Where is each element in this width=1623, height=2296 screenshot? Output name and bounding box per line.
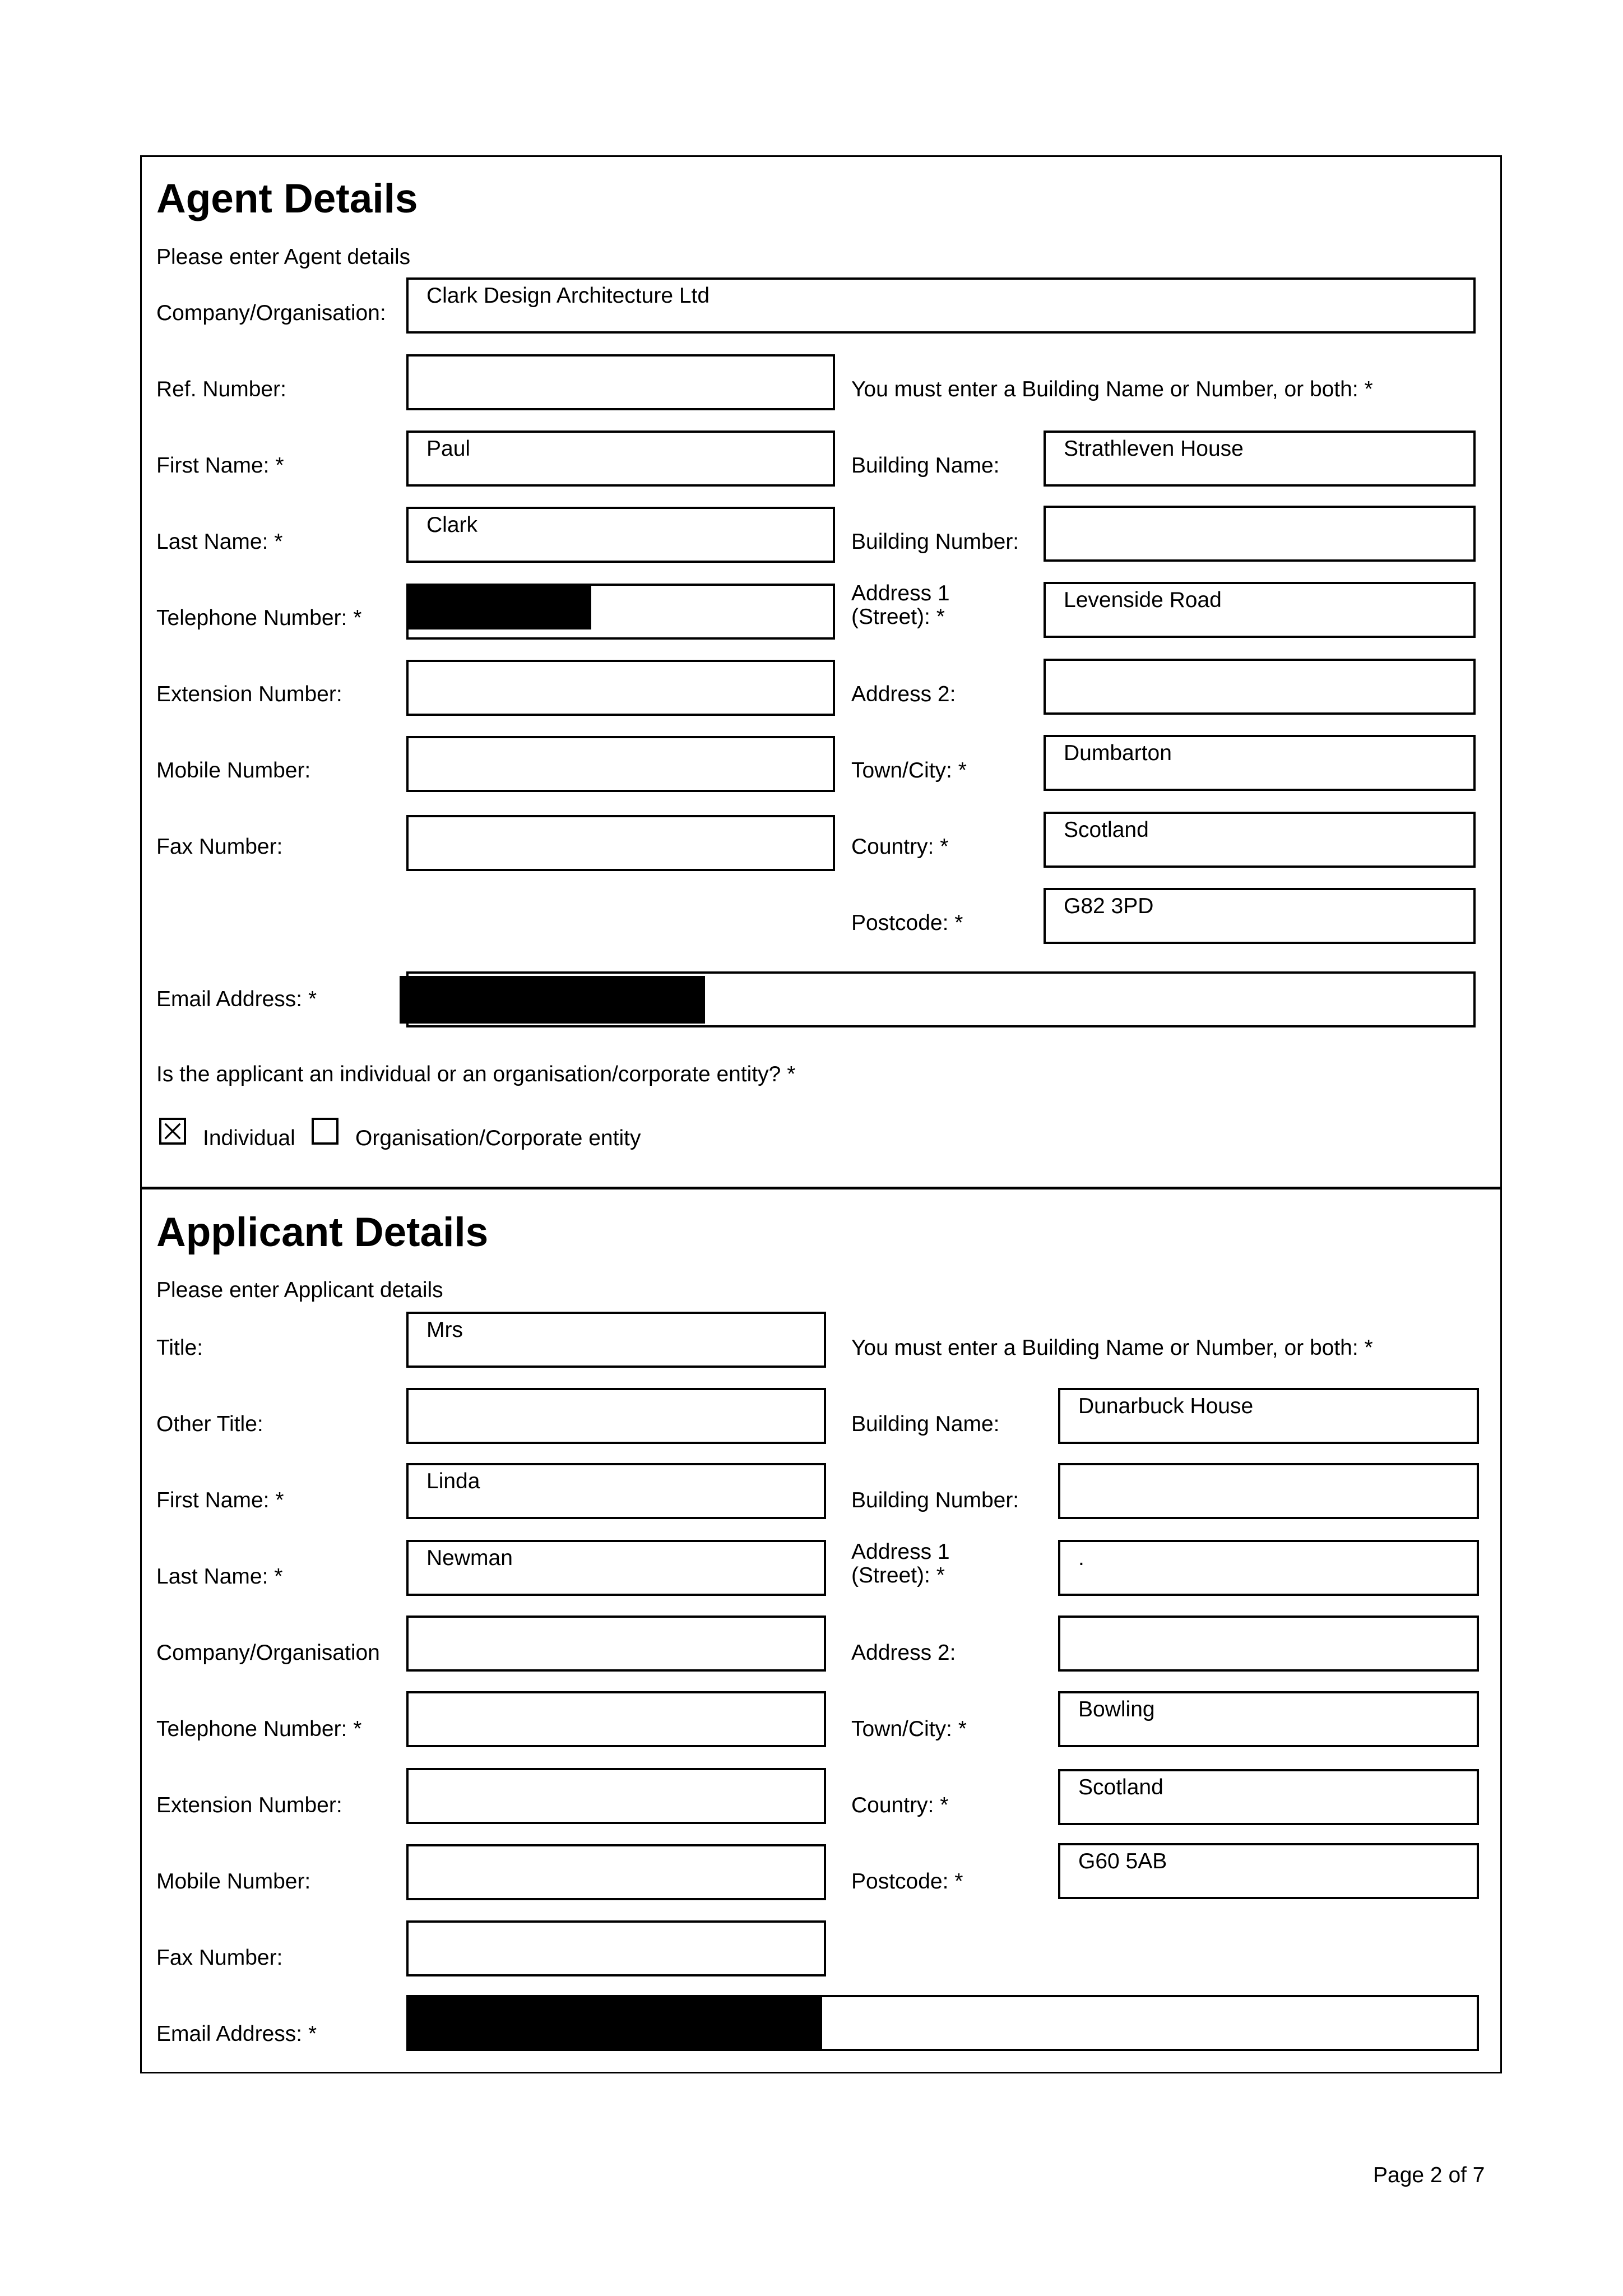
applicant-building-name-value: Dunarbuck House bbox=[1078, 1394, 1254, 1418]
applicant-building-number-label: Building Number: bbox=[851, 1488, 1019, 1512]
applicant-building-number-field[interactable] bbox=[1058, 1463, 1479, 1519]
agent-building-number-label: Building Number: bbox=[851, 530, 1019, 554]
agent-building-number-field[interactable] bbox=[1044, 506, 1476, 562]
applicant-address1-label-line1: Address 1 bbox=[851, 1540, 950, 1564]
applicant-first-name-value: Linda bbox=[426, 1469, 480, 1493]
agent-town-label: Town/City: * bbox=[851, 758, 967, 783]
agent-town-value: Dumbarton bbox=[1064, 741, 1172, 765]
applicant-country-value: Scotland bbox=[1078, 1775, 1163, 1799]
applicant-town-field[interactable] bbox=[1058, 1691, 1479, 1747]
applicant-last-name-value: Newman bbox=[426, 1546, 513, 1570]
applicant-town-label: Town/City: * bbox=[851, 1717, 967, 1741]
agent-address2-field[interactable] bbox=[1044, 659, 1476, 715]
applicant-address2-field[interactable] bbox=[1058, 1615, 1479, 1672]
applicant-last-name-field[interactable] bbox=[406, 1540, 826, 1596]
applicant-other-title-label: Other Title: bbox=[156, 1412, 263, 1436]
applicant-title-value: Mrs bbox=[426, 1318, 463, 1342]
agent-extension-field[interactable] bbox=[406, 660, 835, 716]
applicant-telephone-label: Telephone Number: * bbox=[156, 1717, 362, 1741]
applicant-title-field[interactable] bbox=[406, 1312, 826, 1368]
agent-postcode-value: G82 3PD bbox=[1064, 894, 1154, 918]
applicant-town-value: Bowling bbox=[1078, 1697, 1155, 1721]
applicant-telephone-field[interactable] bbox=[406, 1691, 826, 1747]
applicant-fax-label: Fax Number: bbox=[156, 1946, 283, 1970]
agent-building-name-value: Strathleven House bbox=[1064, 437, 1244, 461]
agent-building-name-label: Building Name: bbox=[851, 453, 1000, 478]
agent-first-name-field[interactable] bbox=[406, 430, 835, 487]
agent-first-name-value: Paul bbox=[426, 437, 471, 461]
agent-ref-field[interactable] bbox=[406, 354, 835, 410]
applicant-first-name-field[interactable] bbox=[406, 1463, 826, 1519]
agent-postcode-label: Postcode: * bbox=[851, 911, 963, 935]
applicant-last-name-label: Last Name: * bbox=[156, 1564, 283, 1589]
applicant-address1-label-line2: (Street): * bbox=[851, 1563, 945, 1587]
agent-address1-label-line2: (Street): * bbox=[851, 605, 945, 629]
applicant-mobile-field[interactable] bbox=[406, 1844, 826, 1900]
agent-country-value: Scotland bbox=[1064, 818, 1149, 842]
individual-option-label: Individual bbox=[203, 1126, 295, 1150]
agent-last-name-label: Last Name: * bbox=[156, 530, 283, 554]
applicant-email-redaction bbox=[409, 1997, 822, 2049]
agent-country-label: Country: * bbox=[851, 835, 949, 859]
applicant-extension-label: Extension Number: bbox=[156, 1793, 342, 1817]
applicant-address1-value: . bbox=[1078, 1546, 1084, 1570]
agent-country-field[interactable] bbox=[1044, 812, 1476, 868]
applicant-type-question: Is the applicant an individual or an organisation/corporate entity? * bbox=[156, 1062, 796, 1086]
agent-building-name-field[interactable] bbox=[1044, 430, 1476, 487]
applicant-company-field[interactable] bbox=[406, 1615, 826, 1672]
agent-town-field[interactable] bbox=[1044, 735, 1476, 791]
section-divider bbox=[140, 1187, 1502, 1189]
agent-company-label: Company/Organisation: bbox=[156, 301, 386, 325]
agent-address1-label-line1: Address 1 bbox=[851, 581, 950, 605]
applicant-intro-text: Please enter Applicant details bbox=[156, 1278, 443, 1302]
agent-mobile-field[interactable] bbox=[406, 736, 835, 792]
applicant-first-name-label: First Name: * bbox=[156, 1488, 284, 1512]
agent-last-name-field[interactable] bbox=[406, 507, 835, 563]
agent-address1-value: Levenside Road bbox=[1064, 588, 1222, 612]
applicant-building-name-label: Building Name: bbox=[851, 1412, 1000, 1436]
agent-postcode-field[interactable] bbox=[1044, 888, 1476, 944]
agent-details-heading: Agent Details bbox=[156, 176, 418, 221]
agent-ref-label: Ref. Number: bbox=[156, 377, 286, 401]
checkbox-cross-icon bbox=[161, 1120, 184, 1142]
agent-building-note: You must enter a Building Name or Number, or both: * bbox=[851, 377, 1373, 401]
applicant-country-field[interactable] bbox=[1058, 1769, 1479, 1825]
agent-last-name-value: Clark bbox=[426, 513, 478, 537]
agent-company-value: Clark Design Architecture Ltd bbox=[426, 284, 710, 308]
agent-address2-label: Address 2: bbox=[851, 682, 956, 706]
agent-telephone-field[interactable] bbox=[406, 584, 835, 640]
applicant-building-note: You must enter a Building Name or Number, or both: * bbox=[851, 1336, 1373, 1360]
agent-mobile-label: Mobile Number: bbox=[156, 758, 311, 783]
organisation-checkbox[interactable] bbox=[312, 1118, 338, 1145]
applicant-building-name-field[interactable] bbox=[1058, 1388, 1479, 1444]
applicant-postcode-label: Postcode: * bbox=[851, 1869, 963, 1894]
applicant-country-label: Country: * bbox=[851, 1793, 949, 1817]
agent-telephone-label: Telephone Number: * bbox=[156, 606, 362, 630]
applicant-title-label: Title: bbox=[156, 1336, 203, 1360]
agent-telephone-redaction bbox=[409, 586, 591, 629]
agent-company-field[interactable] bbox=[406, 277, 1476, 334]
agent-first-name-label: First Name: * bbox=[156, 453, 284, 478]
applicant-extension-field[interactable] bbox=[406, 1768, 826, 1824]
applicant-address1-field[interactable] bbox=[1058, 1540, 1479, 1596]
agent-email-redaction bbox=[400, 976, 705, 1024]
individual-checkbox[interactable] bbox=[159, 1118, 186, 1145]
applicant-mobile-label: Mobile Number: bbox=[156, 1869, 311, 1894]
applicant-company-label: Company/Organisation bbox=[156, 1641, 380, 1665]
applicant-email-field[interactable] bbox=[406, 1995, 1479, 2051]
page-indicator: Page 2 of 7 bbox=[1373, 2163, 1485, 2187]
applicant-postcode-field[interactable] bbox=[1058, 1843, 1479, 1899]
applicant-address2-label: Address 2: bbox=[851, 1641, 956, 1665]
applicant-postcode-value: G60 5AB bbox=[1078, 1849, 1167, 1873]
applicant-email-label: Email Address: * bbox=[156, 2022, 317, 2046]
agent-fax-label: Fax Number: bbox=[156, 835, 283, 859]
agent-intro-text: Please enter Agent details bbox=[156, 245, 411, 269]
applicant-other-title-field[interactable] bbox=[406, 1388, 826, 1444]
agent-email-label: Email Address: * bbox=[156, 987, 317, 1011]
agent-fax-field[interactable] bbox=[406, 815, 835, 871]
applicant-fax-field[interactable] bbox=[406, 1920, 826, 1976]
agent-extension-label: Extension Number: bbox=[156, 682, 342, 706]
agent-address1-field[interactable] bbox=[1044, 582, 1476, 638]
organisation-option-label: Organisation/Corporate entity bbox=[355, 1126, 641, 1150]
applicant-details-heading: Applicant Details bbox=[156, 1210, 489, 1255]
